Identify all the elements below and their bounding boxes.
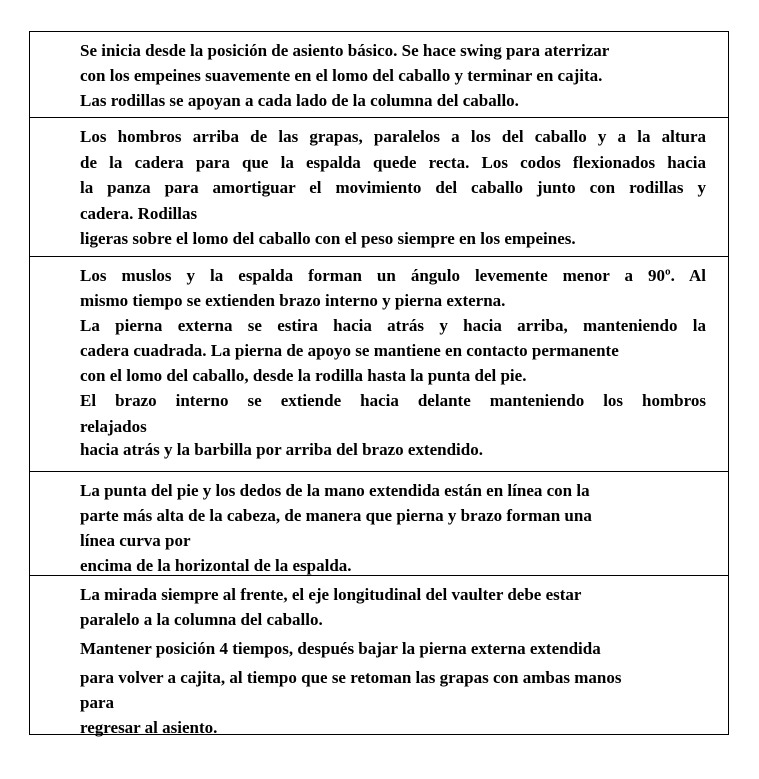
text-line: con el lomo del caballo, desde la rodilla hasta la punta del pie.: [80, 366, 527, 385]
table-row: [30, 118, 728, 257]
text-line: El brazo interno se extiende hacia delante manteniendo los hombros: [80, 391, 706, 410]
text-line: Se inicia desde la posición de asiento básico. Se hace swing para aterrizar: [80, 41, 610, 60]
text-line: cadera cuadrada. La pierna de apoyo se mantiene en contacto permanente: [80, 341, 619, 360]
text-line: Los muslos y la espalda forman un ángulo levemente menor a 90º. Al: [80, 266, 706, 285]
table-row: [30, 472, 728, 576]
text-line: cadera. Rodillas: [80, 203, 198, 223]
text-line: paralelo a la columna del caballo.: [80, 610, 323, 629]
text-line: ligeras sobre el lomo del caballo con el peso siempre en los empeines.: [80, 229, 576, 248]
text-line: Mantener posición 4 tiempos, después bajar la pierna externa extendida: [80, 639, 601, 658]
text-line: Los hombros arriba de las grapas, paralelos a los del caballo y a la altura: [80, 127, 706, 146]
text-line: para: [80, 693, 114, 712]
text-line: encima de la horizontal de la espalda.: [80, 556, 352, 575]
text-line: La pierna externa se estira hacia atrás y hacia arriba, manteniendo la: [80, 316, 706, 335]
text-line: línea curva por: [80, 531, 191, 550]
table-row: [30, 576, 728, 737]
table-row: [30, 32, 728, 118]
text-line: parte más alta de la cabeza, de manera que pierna y brazo forman una: [80, 506, 592, 525]
text-line: Las rodillas se apoyan a cada lado de la columna del caballo.: [80, 91, 519, 110]
table-row: [30, 257, 728, 472]
text-line: La punta del pie y los dedos de la mano extendida están en línea con la: [80, 481, 590, 500]
text-line: La mirada siempre al frente, el eje longitudinal del vaulter debe estar: [80, 585, 582, 604]
text-line: para volver a cajita, al tiempo que se retoman las grapas con ambas manos: [80, 668, 622, 687]
text-line: la panza para amortiguar el movimiento del caballo junto con rodillas y: [80, 178, 706, 197]
text-line: mismo tiempo se extienden brazo interno y pierna externa.: [80, 291, 506, 310]
instructions-table: [29, 31, 729, 735]
text-line: relajados: [80, 417, 147, 436]
text-line: de la cadera para que la espalda quede recta. Los codos flexionados hacia: [80, 152, 706, 172]
text-line: con los empeines suavemente en el lomo del caballo y terminar en cajita.: [80, 66, 603, 85]
text-line: hacia atrás y la barbilla por arriba del brazo extendido.: [80, 440, 483, 459]
text-line: regresar al asiento.: [80, 718, 218, 737]
